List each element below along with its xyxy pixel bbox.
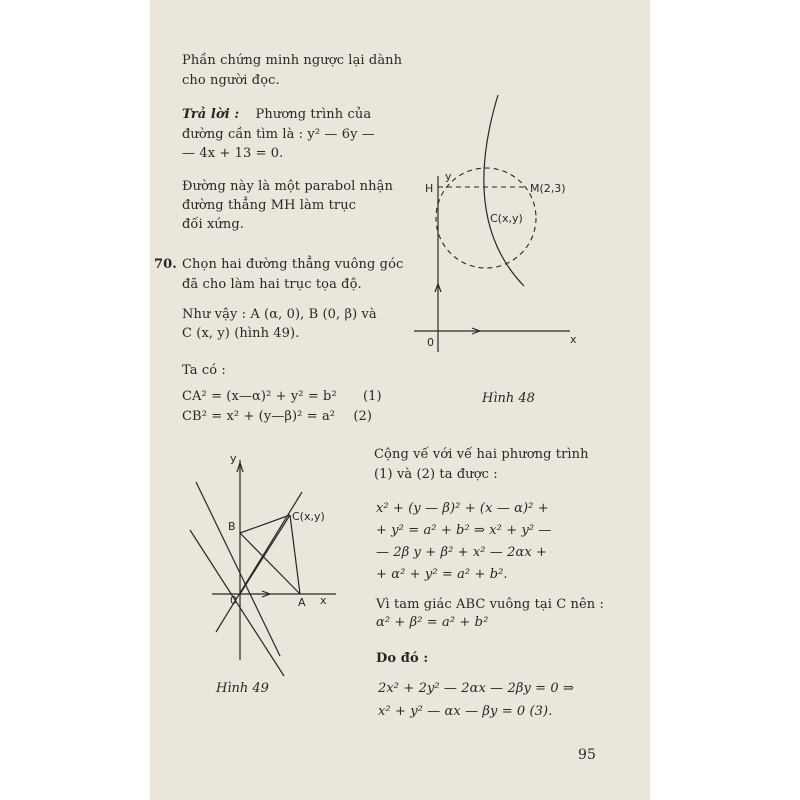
fig49-line <box>190 530 284 676</box>
text-line: (1) và (2) ta được : <box>374 467 498 482</box>
fig49-caption: Hình 49 <box>216 681 269 696</box>
text-line: Chọn hai đường thẳng vuông góc <box>182 257 404 272</box>
fig49-label-B: B <box>228 520 236 533</box>
fig49-label-x: x <box>320 594 327 607</box>
fig49-line <box>196 482 280 656</box>
math-line: 2x² + 2y² — 2αx — 2βy = 0 ⇒ <box>378 681 574 696</box>
math-line: x² + y² — αx — βy = 0 (3). <box>378 704 553 719</box>
fig48-label-M: M(2,3) <box>530 182 566 195</box>
fig49-side-CA <box>290 515 300 594</box>
text-line: đường cần tìm là : y² — 6y — <box>182 127 375 142</box>
problem-number: 70. <box>154 257 177 272</box>
book-page <box>150 0 650 800</box>
answer-label: Trả lời : <box>182 107 240 122</box>
text-line: Cộng vế với vế hai phương trình <box>374 447 589 462</box>
fig49-line <box>216 492 302 632</box>
fig49-label-y: y <box>230 452 237 465</box>
text-line: Như vậy : A (α, 0), B (0, β) và <box>182 307 377 322</box>
text-line: — 4x + 13 = 0. <box>182 146 284 161</box>
fig49-label-A: A <box>298 596 306 609</box>
fig49-label-O: 0 <box>230 594 237 607</box>
fig49-side-AB <box>240 533 300 594</box>
figure-49 <box>150 0 650 800</box>
text-line: đối xứng. <box>182 217 244 232</box>
equation-number: (2) <box>353 409 373 424</box>
math-line: — 2β y + β² + x² — 2αx + <box>376 545 548 560</box>
equation-number: (1) <box>363 389 382 404</box>
fig49-line-OC <box>240 515 290 594</box>
text-line: Do đó : <box>376 651 429 666</box>
text-span: Phương trình của <box>255 107 372 122</box>
text-line: cho người đọc. <box>182 73 280 88</box>
text-line: đường thẳng MH làm trục <box>182 198 357 213</box>
text-line: đã cho làm hai trục tọa độ. <box>182 277 362 292</box>
equation-body: CB² = x² + (y—β)² = a² <box>182 409 336 424</box>
page-number: 95 <box>578 747 597 763</box>
fig48-label-H: H <box>425 182 434 195</box>
fig48-label-y: y <box>445 170 452 183</box>
text-line: Phần chứng minh ngược lại dành <box>182 53 403 68</box>
fig48-label-x: x <box>570 333 577 346</box>
fig48-caption: Hình 48 <box>482 391 535 406</box>
equation-body: CA² = (x—α)² + y² = b² <box>182 389 337 404</box>
fig49-label-C: C(x,y) <box>292 510 325 523</box>
math-line: x² + (y — β)² + (x — α)² + <box>376 501 549 516</box>
fig48-label-C: C(x,y) <box>490 212 523 225</box>
text-line: Vì tam giác ABC vuông tại C nên : <box>376 597 604 612</box>
math-line: α² + β² = a² + b² <box>376 615 489 630</box>
fig48-label-O: 0 <box>427 336 434 349</box>
text-line: Đường này là một parabol nhận <box>182 179 393 194</box>
text-line: Ta có : <box>182 363 226 378</box>
math-line: + α² + y² = a² + b². <box>376 567 508 582</box>
text-line: C (x, y) (hình 49). <box>182 326 300 341</box>
math-line: + y² = a² + b² ⇒ x² + y² — <box>376 523 552 538</box>
